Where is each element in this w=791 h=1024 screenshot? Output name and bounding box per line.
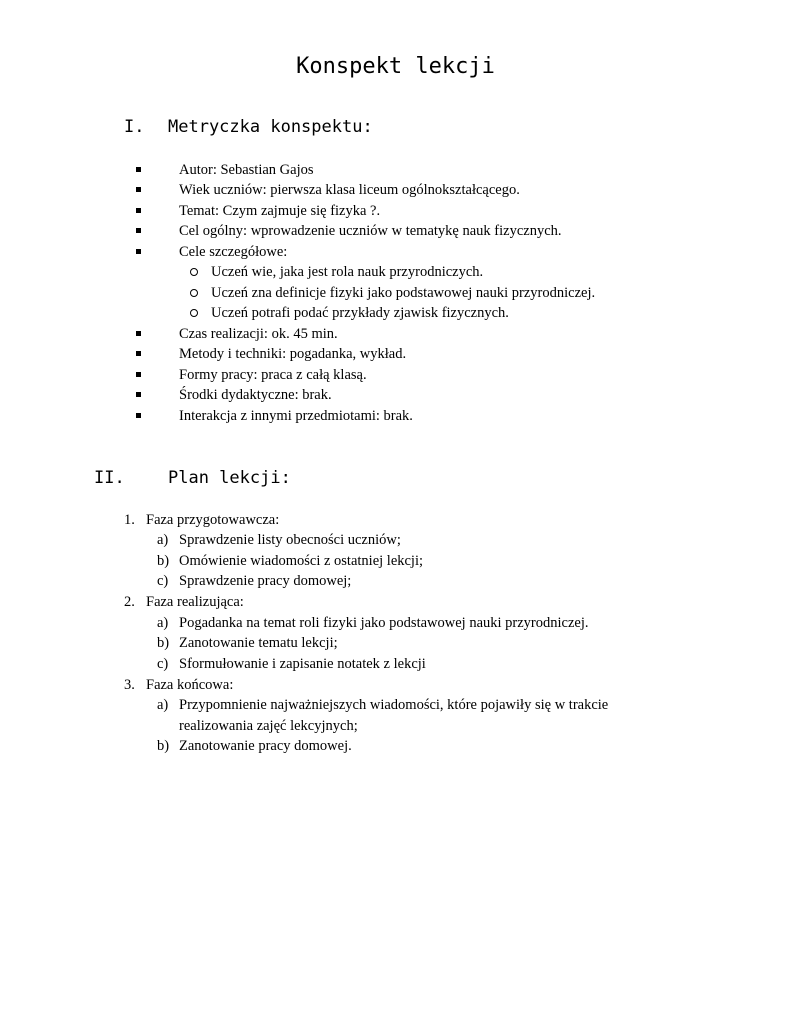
step-text: Sprawdzenie pracy domowej; bbox=[179, 573, 352, 589]
square-bullet-icon bbox=[136, 249, 141, 254]
list-item: Temat: Czym zajmuje się fizyka ?. bbox=[179, 203, 381, 219]
circle-bullet-icon bbox=[190, 268, 198, 276]
step-marker: c) bbox=[157, 573, 169, 589]
phase-number: 1. bbox=[124, 512, 135, 528]
phase-number: 2. bbox=[124, 594, 135, 610]
list-item: Cel ogólny: wprowadzenie uczniów w tematykę nauk fizycznych. bbox=[179, 223, 562, 239]
square-bullet-icon bbox=[136, 167, 141, 172]
list-item: Cele szczegółowe: bbox=[179, 244, 288, 260]
phase-number: 3. bbox=[124, 677, 135, 693]
step-marker: a) bbox=[157, 532, 169, 548]
step-marker: a) bbox=[157, 615, 169, 631]
sub-list-item: Uczeń zna definicje fizyki jako podstawowej nauki przyrodniczej. bbox=[211, 285, 596, 301]
step-marker: b) bbox=[157, 553, 170, 569]
phase-label: Faza końcowa: bbox=[146, 677, 234, 693]
step-text: Pogadanka na temat roli fizyki jako podstawowej nauki przyrodniczej. bbox=[179, 615, 589, 631]
list-item: Czas realizacji: ok. 45 min. bbox=[179, 326, 338, 342]
list-item: Formy pracy: praca z całą klasą. bbox=[179, 367, 367, 383]
list-item: Autor: Sebastian Gajos bbox=[179, 162, 314, 178]
square-bullet-icon bbox=[136, 372, 141, 377]
square-bullet-icon bbox=[136, 208, 141, 213]
section-2-number: II. bbox=[94, 468, 125, 488]
page-title: Konspekt lekcji bbox=[296, 54, 495, 79]
step-marker: c) bbox=[157, 656, 169, 672]
step-text: Zanotowanie pracy domowej. bbox=[179, 738, 352, 754]
circle-bullet-icon bbox=[190, 309, 198, 317]
step-marker: a) bbox=[157, 697, 169, 713]
step-text: Omówienie wiadomości z ostatniej lekcji; bbox=[179, 553, 424, 569]
sub-list-item: Uczeń potrafi podać przykłady zjawisk fizycznych. bbox=[211, 305, 509, 321]
step-text: Sprawdzenie listy obecności uczniów; bbox=[179, 532, 401, 548]
square-bullet-icon bbox=[136, 331, 141, 336]
section-1-heading bbox=[124, 117, 424, 139]
phase-label: Faza przygotowawcza: bbox=[146, 512, 280, 528]
section-1-number: I. bbox=[124, 117, 145, 137]
section-2-title: Plan lekcji: bbox=[168, 468, 291, 488]
list-item: Interakcja z innymi przedmiotami: brak. bbox=[179, 408, 413, 424]
square-bullet-icon bbox=[136, 413, 141, 418]
step-text-continuation: realizowania zajęć lekcyjnych; bbox=[179, 718, 358, 734]
step-marker: b) bbox=[157, 635, 170, 651]
square-bullet-icon bbox=[136, 187, 141, 192]
square-bullet-icon bbox=[136, 351, 141, 356]
list-item: Wiek uczniów: pierwsza klasa liceum ogólnokształcącego. bbox=[179, 182, 520, 198]
square-bullet-icon bbox=[136, 228, 141, 233]
list-item: Środki dydaktyczne: brak. bbox=[179, 387, 332, 403]
circle-bullet-icon bbox=[190, 289, 198, 297]
step-text: Przypomnienie najważniejszych wiadomości, które pojawiły się w trakcie bbox=[179, 697, 609, 713]
phase-label: Faza realizująca: bbox=[146, 594, 244, 610]
section-2-heading bbox=[94, 468, 394, 490]
section-1-title: Metryczka konspektu: bbox=[168, 117, 373, 137]
square-bullet-icon bbox=[136, 392, 141, 397]
list-item: Metody i techniki: pogadanka, wykład. bbox=[179, 346, 407, 362]
step-marker: b) bbox=[157, 738, 170, 754]
step-text: Zanotowanie tematu lekcji; bbox=[179, 635, 338, 651]
step-text: Sformułowanie i zapisanie notatek z lekcji bbox=[179, 656, 426, 672]
sub-list-item: Uczeń wie, jaka jest rola nauk przyrodniczych. bbox=[211, 264, 484, 280]
